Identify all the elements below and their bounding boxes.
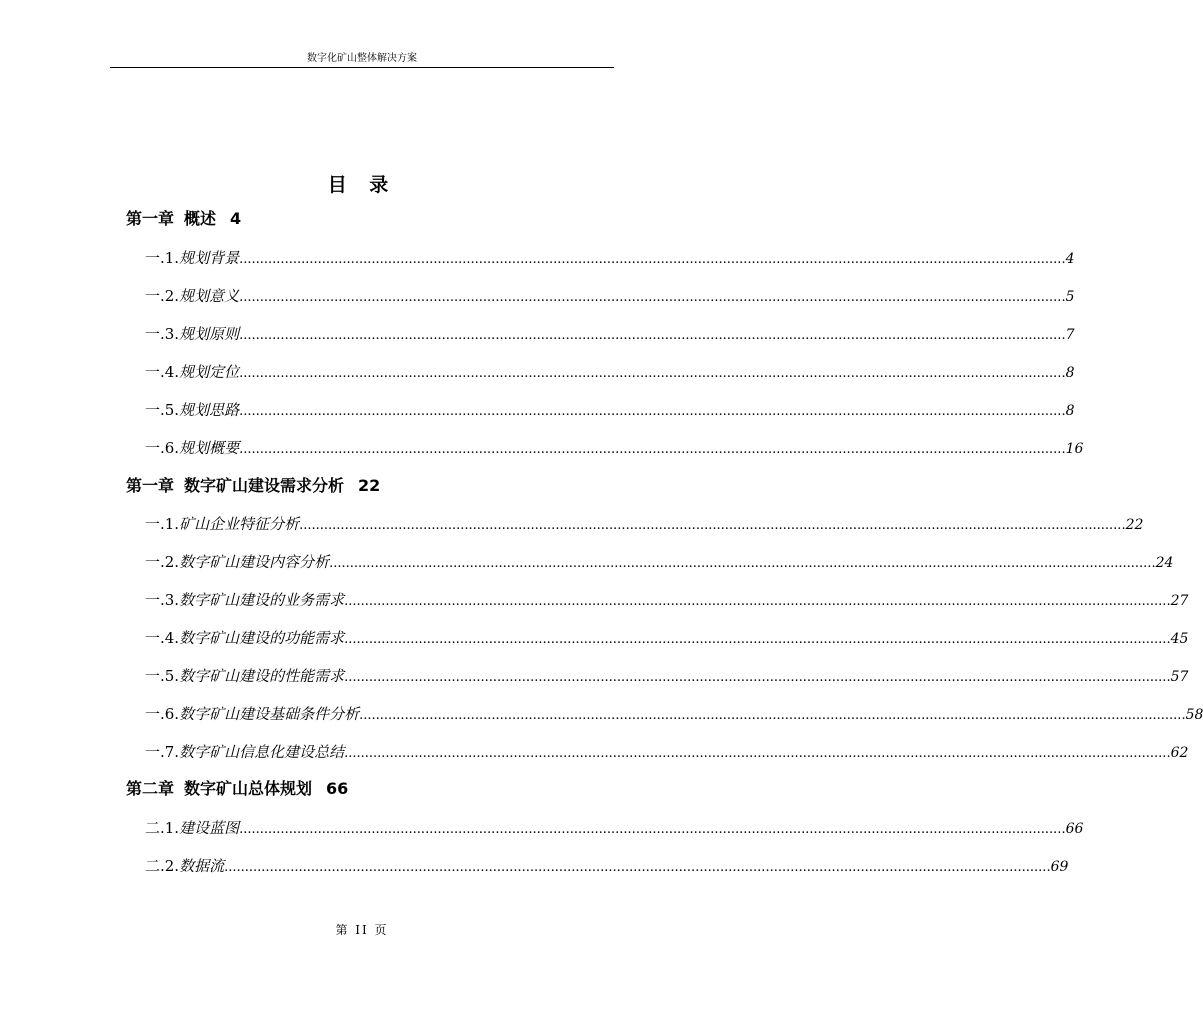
leader-dots: ........................................................................................................................................................................................................ (239, 290, 1066, 305)
toc-section[interactable] (145, 284, 1075, 308)
section-title: 规划定位 (179, 363, 240, 381)
section-title: 规划意义 (179, 287, 240, 305)
leader-dots: ........................................................................................................................................................................................................ (239, 252, 1066, 267)
section-title: 数字矿山建设的业务需求 (179, 591, 345, 609)
leader-dots: ........................................................................................................................................................................................................ (344, 746, 1171, 761)
toc-section[interactable] (145, 436, 1084, 460)
section-title: 数字矿山建设基础条件分析 (179, 705, 360, 723)
section-number: 一.1. (145, 249, 180, 267)
section-number: 二.1. (145, 819, 180, 837)
section-page: 27 (1170, 593, 1189, 609)
section-page: 69 (1050, 859, 1069, 875)
section-title: 数字矿山建设内容分析 (179, 553, 330, 571)
section-page: 62 (1170, 745, 1189, 761)
section-number: 一.4. (145, 629, 180, 647)
section-page: 5 (1065, 289, 1075, 305)
section-title: 建设蓝图 (179, 819, 240, 837)
section-number: 一.3. (145, 325, 180, 343)
section-page: 8 (1065, 403, 1075, 419)
leader-dots: ........................................................................................................................................................................................................ (344, 670, 1171, 685)
chapter-number: 第一章 (126, 209, 175, 228)
leader-dots: ........................................................................................................................................................................................................ (329, 556, 1156, 571)
chapter-page: 22 (358, 476, 381, 495)
section-title: 数据流 (179, 857, 225, 875)
toc-section[interactable] (145, 740, 1189, 764)
chapter-title: 概述 (184, 209, 217, 228)
page-header: 数字化矿山整体解决方案 (110, 50, 614, 68)
toc-chapter[interactable] (126, 474, 614, 498)
toc-section[interactable] (145, 702, 1203, 726)
section-page: 16 (1065, 441, 1084, 457)
toc-section[interactable] (145, 626, 1189, 650)
toc-section[interactable] (145, 816, 1084, 840)
section-number: 一.4. (145, 363, 180, 381)
chapter-title: 数字矿山总体规划 (184, 779, 313, 798)
page-footer: 第 II 页 (335, 923, 389, 937)
section-number: 一.7. (145, 743, 180, 761)
toc-section[interactable] (145, 398, 1075, 422)
section-title: 规划背景 (179, 249, 240, 267)
leader-dots: ........................................................................................................................................................................................................ (299, 518, 1126, 533)
leader-dots: ........................................................................................................................................................................................................ (239, 822, 1066, 837)
leader-dots: ........................................................................................................................................................................................................ (344, 594, 1171, 609)
section-title: 数字矿山信息化建设总结 (179, 743, 345, 761)
section-page: 45 (1170, 631, 1189, 647)
section-title: 数字矿山建设的功能需求 (179, 629, 345, 647)
toc-section[interactable] (145, 664, 1189, 688)
leader-dots: ........................................................................................................................................................................................................ (239, 328, 1066, 343)
section-title: 数字矿山建设的性能需求 (179, 667, 345, 685)
leader-dots: ........................................................................................................................................................................................................ (239, 442, 1066, 457)
leader-dots: ........................................................................................................................................................................................................ (344, 632, 1171, 647)
toc-section[interactable] (145, 588, 1189, 612)
chapter-page: 66 (326, 779, 349, 798)
toc-section[interactable] (145, 854, 1069, 878)
section-number: 一.6. (145, 705, 180, 723)
toc-chapter[interactable] (126, 207, 614, 231)
section-number: 一.2. (145, 553, 180, 571)
toc-chapter[interactable] (126, 777, 614, 801)
leader-dots: ........................................................................................................................................................................................................ (359, 708, 1186, 723)
section-title: 规划思路 (179, 401, 240, 419)
toc-section[interactable] (145, 322, 1075, 346)
section-page: 24 (1155, 555, 1174, 571)
toc-section[interactable] (145, 360, 1075, 384)
section-page: 58 (1185, 707, 1203, 723)
section-number: 一.5. (145, 667, 180, 685)
toc-section[interactable] (145, 512, 1144, 536)
chapter-title: 数字矿山建设需求分析 (184, 476, 345, 495)
chapter-number: 第一章 (126, 476, 175, 495)
leader-dots: ........................................................................................................................................................................................................ (239, 366, 1066, 381)
section-title: 矿山企业特征分析 (179, 515, 300, 533)
section-page: 66 (1065, 821, 1084, 837)
section-number: 一.1. (145, 515, 180, 533)
section-number: 一.5. (145, 401, 180, 419)
section-number: 一.3. (145, 591, 180, 609)
leader-dots: ........................................................................................................................................................................................................ (224, 860, 1051, 875)
section-page: 57 (1170, 669, 1189, 685)
toc-section[interactable] (145, 246, 1075, 270)
section-title: 规划概要 (179, 439, 240, 457)
section-page: 8 (1065, 365, 1075, 381)
section-page: 4 (1065, 251, 1075, 267)
chapter-number: 第二章 (126, 779, 175, 798)
chapter-page: 4 (230, 209, 242, 228)
section-title: 规划原则 (179, 325, 240, 343)
leader-dots: ........................................................................................................................................................................................................ (239, 404, 1066, 419)
section-number: 一.6. (145, 439, 180, 457)
section-page: 7 (1065, 327, 1075, 343)
toc-title: 目 录 (327, 174, 397, 196)
section-number: 一.2. (145, 287, 180, 305)
section-page: 22 (1125, 517, 1144, 533)
section-number: 二.2. (145, 857, 180, 875)
toc-section[interactable] (145, 550, 1174, 574)
